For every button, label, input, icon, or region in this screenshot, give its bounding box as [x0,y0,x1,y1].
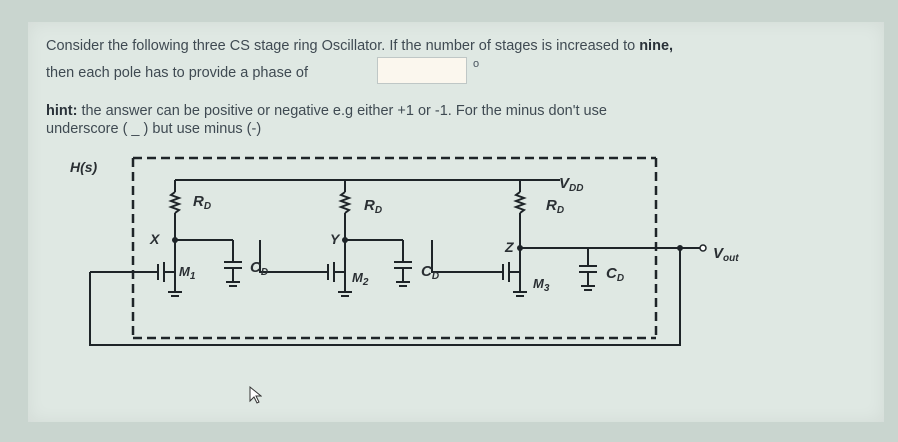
vdd-label: $V_{DD}$ [559,175,584,194]
question-text-2: then each pole has to provide a phase of [46,65,308,81]
rd-label-3: $R_D$ [546,197,565,216]
question-emphasis: nine, [639,38,674,54]
degree-symbol: o [473,58,480,70]
mouse-cursor-icon [248,385,262,405]
question-text: Consider the following three CS stage ring Oscillator. If the number of stages is increased to [46,38,640,54]
node-x-label: X [150,231,160,247]
rd-label-1: $R_D$ [193,193,212,212]
m3-label: $M_3$ [533,276,550,294]
vout-label: $V_{out}$ [713,245,739,264]
hint-text: the answer can be positive or negative e.g either +1 or -1. For the minus don't use [81,103,607,119]
rd-label-2: $R_D$ [364,197,383,216]
cd-label-3: $C_D$ [606,265,625,284]
m1-label: $M_1$ [179,264,196,282]
node-z-label: Z [505,239,514,255]
hint-label: hint: [46,103,78,119]
node-y-label: Y [330,231,340,247]
m2-label: $M_2$ [352,270,369,288]
cd-label-1: $C_D$ [250,259,269,278]
cd-label-2: $C_D$ [421,263,440,282]
hs-label: H(s) [70,159,98,175]
hint-text-2: underscore ( _ ) but use minus (-) [46,121,262,137]
